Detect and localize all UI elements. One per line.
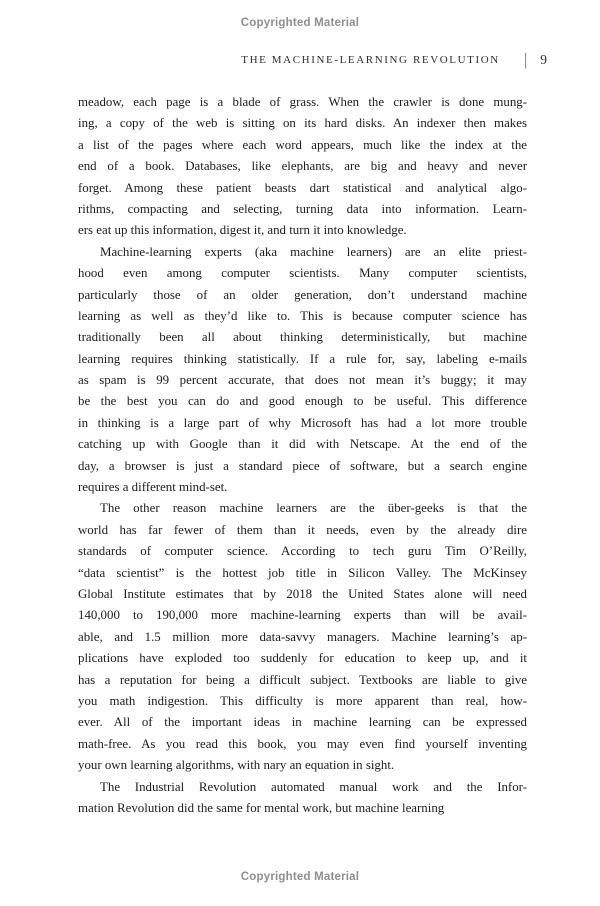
body-line: in thinking is a large part of why Microsoft has had a lot more trouble [78, 415, 527, 430]
body-line: be the best you can do and good enough to be useful. This difference [78, 394, 527, 409]
body-line: you math indigestion. This difficulty is more apparent than real, how- [78, 693, 527, 708]
body-line: “data scientist” is the hottest job title in Silicon Valley. The McKinsey [78, 565, 527, 580]
body-line: day, a browser is just a standard piece of software, but a search engine [78, 458, 527, 473]
body-line: mation Revolution did the same for mental work, but machine learning [78, 800, 445, 815]
body-line: math-free. As you read this book, you may even find yourself inventing [78, 736, 527, 751]
body-line: requires a different mind-set. [78, 480, 228, 495]
body-line: rithms, compacting and selecting, turning data into information. Learn- [78, 201, 527, 216]
body-line: Global Institute estimates that by 2018 the United States alone will need [78, 586, 527, 601]
page-number: 9 [540, 52, 547, 67]
body-line: meadow, each page is a blade of grass. When the crawler is done mung- [78, 95, 527, 109]
body-line: traditionally been all about thinking deterministically, but machine [78, 330, 527, 345]
copyright-notice-top: Copyrighted Material [240, 17, 360, 29]
body-line: 140,000 to 190,000 more machine-learning experts than will be avail- [78, 608, 527, 623]
header-divider: | [524, 50, 527, 69]
body-line: Machine-learning experts (aka machine learners) are an elite priest- [100, 244, 527, 259]
chapter-title: THE MACHINE-LEARNING REVOLUTION [241, 54, 500, 66]
body-line: particularly those of an older generation, don’t understand machine [78, 287, 527, 302]
body-line: hood even among computer scientists. Many computer scientists, [78, 266, 527, 281]
body-line: The Industrial Revolution automated manual work and the Infor- [100, 779, 527, 794]
body-line: ever. All of the important ideas in machine learning can be expressed [78, 715, 527, 730]
body-line: ers eat up this information, digest it, and turn it into knowledge. [78, 223, 407, 238]
body-line: end of a book. Databases, like elephants, are big and heavy and never [78, 159, 527, 174]
body-line: plications have exploded too suddenly for education to keep up, and it [78, 651, 527, 666]
body-line: learning as well as they’d like to. This is because computer science has [78, 308, 527, 323]
body-line: standards of computer science. According to tech guru Tim O’Reilly, [78, 544, 527, 559]
body-line: as spam is 99 percent accurate, that does not mean it’s buggy; it may [78, 373, 527, 388]
running-header [241, 49, 547, 71]
copyright-notice-bottom: Copyrighted Material [240, 871, 360, 883]
body-line: a list of the pages where each word appears, much like the index at the [78, 137, 527, 152]
body-text [78, 92, 527, 819]
body-line: catching up with Google than it did with Netscape. At the end of the [78, 437, 527, 452]
body-line: The other reason machine learners are the über-geeks is that the [100, 501, 527, 516]
body-line: able, and 1.5 million more data-savvy managers. Machine learning’s ap- [78, 629, 527, 644]
body-line: your own learning algorithms, with nary an equation in sight. [78, 758, 395, 773]
body-line: learning requires thinking statistically. If a rule for, say, labeling e-mails [78, 351, 527, 366]
body-line: has a reputation for being a difficult subject. Textbooks are liable to give [78, 672, 527, 687]
body-line: ing, a copy of the web is sitting on its hard disks. An indexer then makes [78, 116, 527, 131]
body-line: world has far fewer of them than it needs, even by the already dire [78, 522, 527, 537]
body-line: forget. Among these patient beasts dart statistical and analytical algo- [78, 180, 527, 195]
